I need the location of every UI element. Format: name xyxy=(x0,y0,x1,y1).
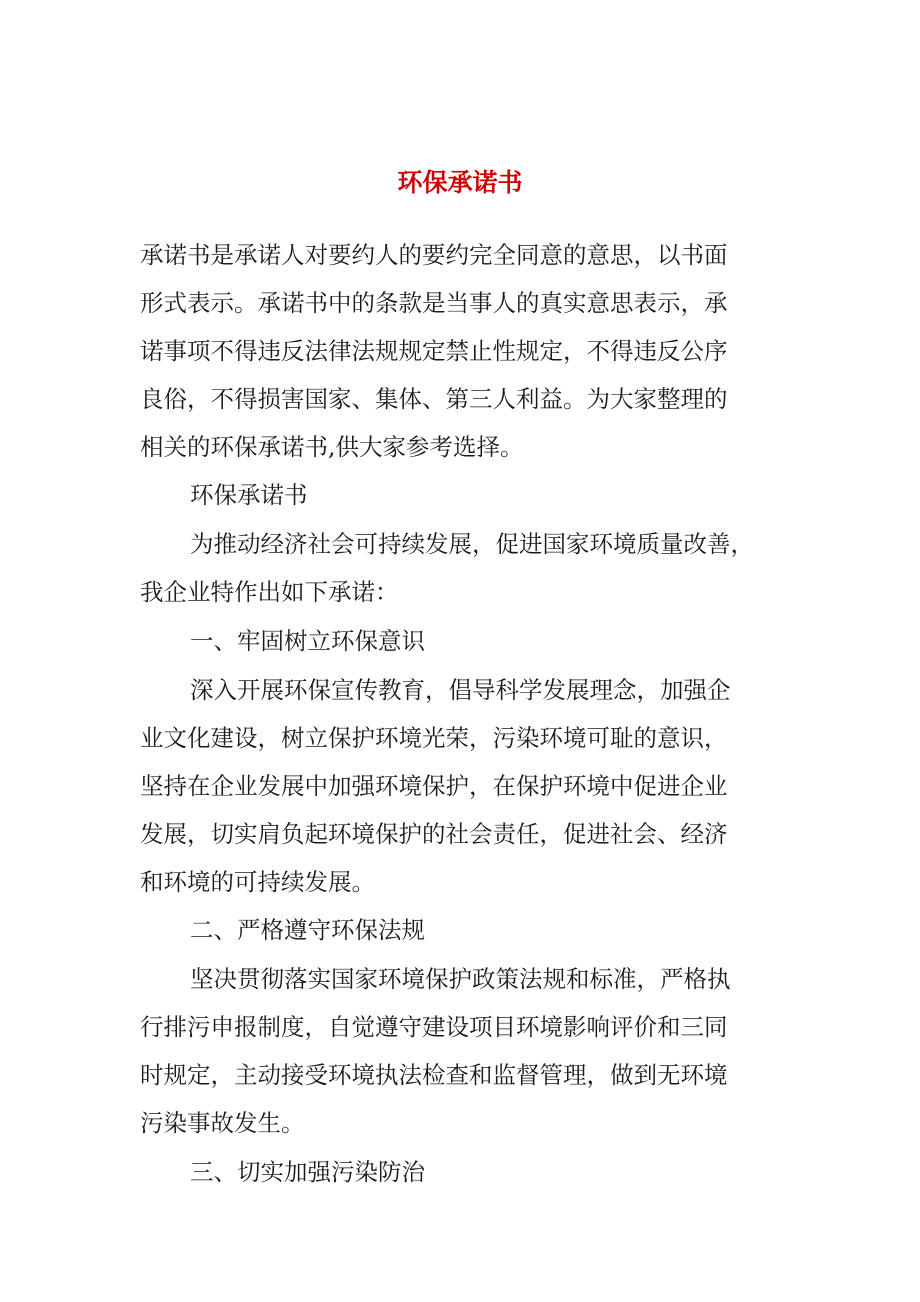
section-2-line-4: 污染事故发生。 xyxy=(140,1109,305,1137)
section-2-line-3: 时规定，主动接受环境执法检查和监督管理，做到无环境 xyxy=(140,1061,728,1089)
intro-line-3: 诺事项不得违反法律法规规定禁止性规定，不得违反公序 xyxy=(140,337,728,365)
section-2-heading: 二、严格遵守环保法规 xyxy=(190,916,425,944)
section-3-heading: 三、切实加强污染防治 xyxy=(190,1158,425,1186)
section-1-line-1: 深入开展环保宣传教育，倡导科学发展理念，加强企 xyxy=(190,676,731,704)
section-2-line-1: 坚决贯彻落实国家环境保护政策法规和标准，严格执 xyxy=(190,965,731,993)
intro-line-4: 良俗，不得损害国家、集体、第三人利益。为大家整理的 xyxy=(140,385,728,413)
section-1-line-2: 业文化建设，树立保护环境光荣，污染环境可耻的意识， xyxy=(140,724,728,752)
section-2-line-2: 行排污申报制度，自觉遵守建设项目环境影响评价和三同 xyxy=(140,1013,728,1041)
intro-line-1: 承诺书是承诺人对要约人的要约完全同意的意思，以书面 xyxy=(140,241,728,269)
intro-line-2: 形式表示。承诺书中的条款是当事人的真实意思表示，承 xyxy=(140,289,728,317)
section-1-line-4: 发展，切实肩负起环境保护的社会责任，促进社会、经济 xyxy=(140,820,728,848)
pledge-intro-line-1: 为推动经济社会可持续发展，促进国家环境质量改善， xyxy=(190,530,754,558)
section-1-heading: 一、牢固树立环保意识 xyxy=(190,627,425,655)
intro-line-5: 相关的环保承诺书,供大家参考选择。 xyxy=(140,433,524,461)
document-title: 环保承诺书 xyxy=(397,168,523,197)
pledge-intro-line-2: 我企业特作出如下承诺： xyxy=(140,578,399,606)
section-1-line-3: 坚持在企业发展中加强环境保护，在保护环境中促进企业 xyxy=(140,772,728,800)
section-1-line-5: 和环境的可持续发展。 xyxy=(140,868,375,896)
subheading: 环保承诺书 xyxy=(190,481,308,509)
